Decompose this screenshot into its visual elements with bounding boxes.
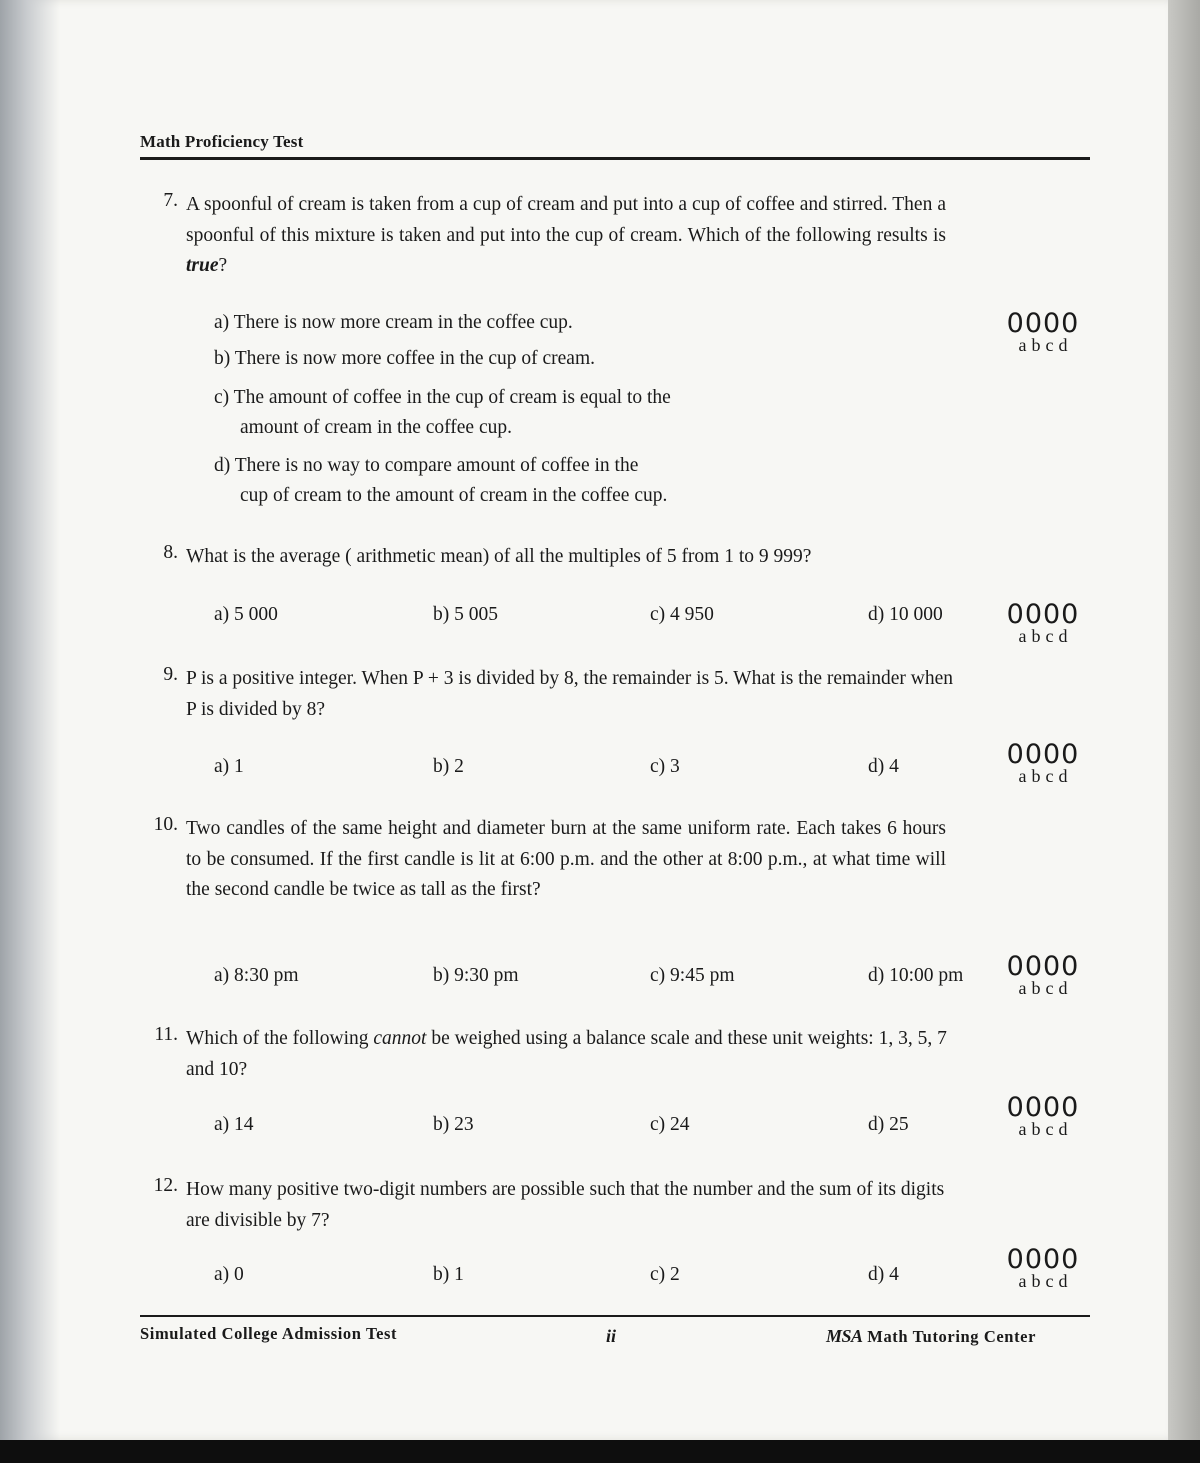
answer-bubbles[interactable] [996, 739, 1090, 786]
bubble-circles[interactable]: 0000 [1006, 951, 1080, 982]
footer-publisher-name: Math Tutoring Center [867, 1327, 1037, 1346]
option-b[interactable]: b) 5 005 [433, 604, 498, 625]
bubble-letters: abcd [1018, 1119, 1073, 1139]
option-b[interactable]: b) There is now more coffee in the cup of cream. [214, 348, 596, 369]
answer-bubbles[interactable] [996, 1244, 1090, 1291]
answer-bubbles[interactable] [996, 308, 1090, 355]
question-text-emphasis: cannot [373, 1028, 427, 1049]
bubble-circles[interactable]: 0000 [1006, 1092, 1080, 1123]
option-d[interactable]: d) 4 [868, 1264, 899, 1285]
bubble-circles[interactable]: 0000 [1006, 1244, 1080, 1275]
option-a[interactable]: a) 1 [214, 756, 244, 777]
question-number: 7. [163, 190, 178, 211]
bubble-letters: abcd [1018, 978, 1073, 998]
msa-logo: MSA [826, 1326, 863, 1346]
question-number: 8. [163, 542, 178, 563]
footer-rule [140, 1315, 1090, 1317]
question-text-end: ? [218, 255, 228, 276]
option-a[interactable]: a) 5 000 [214, 604, 278, 625]
option-d[interactable]: d) 25 [868, 1114, 909, 1135]
option-b[interactable]: b) 23 [433, 1114, 474, 1135]
page-number: ii [606, 1326, 617, 1346]
question-number: 10. [153, 814, 178, 835]
bubble-circles[interactable]: 0000 [1006, 599, 1080, 630]
option-b[interactable]: b) 9:30 pm [433, 965, 519, 986]
option-c-line1: c) The amount of coffee in the cup of cream is equal to the [214, 387, 671, 408]
question-text-end: be weighed using a balance scale and these unit weights: 1, 3, 5, 7 and 10? [186, 1028, 947, 1080]
answer-bubbles[interactable] [996, 599, 1090, 646]
question-text-start: Which of the following [186, 1028, 374, 1049]
option-a[interactable]: a) 14 [214, 1114, 254, 1135]
option-d[interactable]: d) 10:00 pm [868, 965, 964, 986]
option-c[interactable]: c) 24 [650, 1114, 690, 1135]
page-header-title: Math Proficiency Test [140, 132, 304, 151]
scan-edge-right [1168, 0, 1200, 1463]
option-b[interactable]: b) 2 [433, 756, 464, 777]
question-number: 12. [153, 1175, 178, 1196]
scan-edge-bottom [0, 1440, 1200, 1463]
question-text-emphasis: true [186, 255, 219, 276]
option-a[interactable]: a) There is now more cream in the coffee cup. [214, 312, 573, 333]
question-text: P is a positive integer. When P + 3 is divided by 8, the remainder is 5. What is the remainder when P is divided by 8? [186, 668, 954, 720]
option-d-line1: d) There is no way to compare amount of coffee in the [214, 455, 639, 476]
header-rule [140, 157, 1090, 160]
question-text-start: A spoonful of cream is taken from a cup of cream and put into a cup of coffee and stirred. Then a spoonful of this mixture is taken and put into the cup of cream. Which of the following results is [186, 194, 946, 246]
option-c[interactable]: c) 4 950 [650, 604, 714, 625]
option-c[interactable]: c) 9:45 pm [650, 965, 735, 986]
bubble-letters: abcd [1018, 766, 1073, 786]
question-text [186, 190, 946, 282]
option-c[interactable]: c) 3 [650, 756, 680, 777]
binding-shadow [0, 0, 60, 1440]
option-d-line2: cup of cream to the amount of cream in the coffee cup. [240, 485, 668, 506]
option-c-line2: amount of cream in the coffee cup. [240, 417, 512, 438]
question-text [186, 1024, 956, 1085]
option-c[interactable]: c) 2 [650, 1264, 680, 1285]
option-c[interactable] [214, 383, 834, 443]
option-d[interactable]: d) 4 [868, 756, 899, 777]
footer-publisher [826, 1326, 1036, 1347]
question-text: What is the average ( arithmetic mean) of all the multiples of 5 from 1 to 9 999? [186, 546, 812, 567]
answer-bubbles[interactable] [996, 1092, 1090, 1139]
option-b[interactable]: b) 1 [433, 1264, 464, 1285]
answer-bubbles[interactable] [996, 951, 1090, 998]
question-number: 11. [154, 1024, 178, 1045]
bubble-letters: abcd [1018, 1271, 1073, 1291]
bubble-circles[interactable]: 0000 [1006, 739, 1080, 770]
footer-test-name: Simulated College Admission Test [140, 1324, 398, 1343]
option-a[interactable]: a) 8:30 pm [214, 965, 299, 986]
bubble-letters: abcd [1018, 335, 1073, 355]
option-d[interactable]: d) 10 000 [868, 604, 943, 625]
question-text: How many positive two-digit numbers are possible such that the number and the sum of its digits are divisible by 7? [186, 1179, 945, 1231]
question-number: 9. [163, 664, 178, 685]
question-text: Two candles of the same height and diameter burn at the same uniform rate. Each takes 6 hours to be consumed. If the first candle is lit at 6:00 p.m. and the other at 8:00 p.m., at what time will the second candle be twice as tall as the first? [186, 818, 946, 900]
bubble-letters: abcd [1018, 626, 1073, 646]
option-a[interactable]: a) 0 [214, 1264, 244, 1285]
option-d[interactable] [214, 451, 834, 511]
bubble-circles[interactable]: 0000 [1006, 308, 1080, 339]
